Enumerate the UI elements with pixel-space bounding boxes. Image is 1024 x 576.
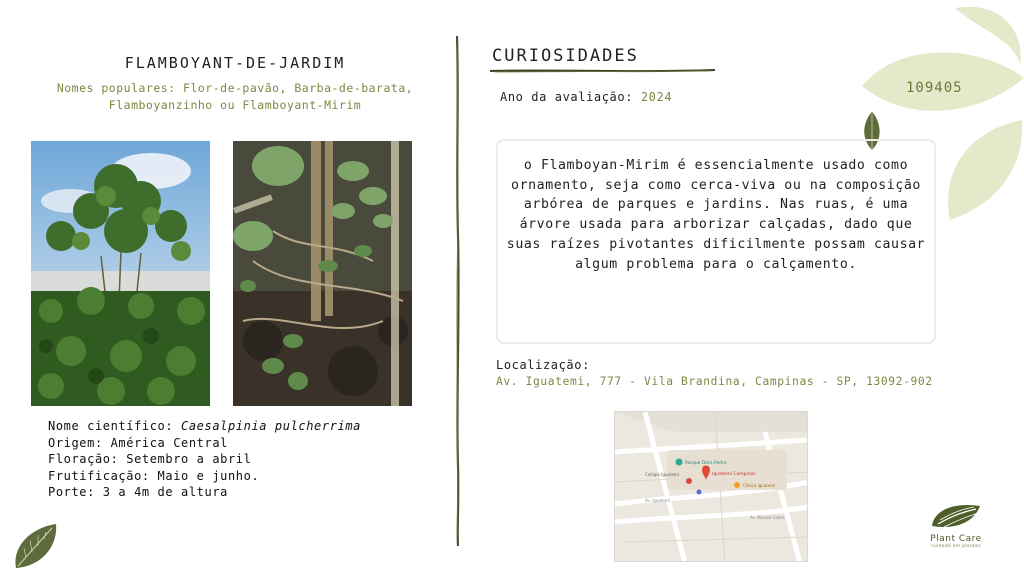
map-label-iguatemi: Iguatemi Campinas	[712, 472, 756, 477]
fact-scientific-name	[48, 418, 361, 435]
map-label-clinic: Clínica Iguatemi	[743, 483, 776, 488]
map-marker-shopping[interactable]	[676, 459, 683, 466]
popular-names	[40, 80, 430, 114]
evaluation-year-label: Ano da avaliação:	[500, 90, 641, 104]
location-label: Localização:	[496, 358, 590, 372]
curiosity-text: o Flamboyan-Mirim é essencialmente usado como ornamento, seja como cerca-viva ou na composição arbórea de parques e jardins. Nas ruas, é uma árvore usada para arborizar calçadas, dado que suas raízes pivotantes dificilmente possam causar algum problema para o calçamento.	[506, 158, 926, 272]
map-marker-school[interactable]	[686, 478, 692, 484]
plant-id-number: 109405	[906, 80, 963, 96]
plant-title: FLAMBOYANT-DE-JARDIM	[124, 54, 346, 72]
map-marker-point[interactable]	[697, 490, 702, 495]
title-underline	[490, 68, 715, 74]
evaluation-year-value: 2024	[640, 90, 673, 104]
curiosities-title: CURIOSIDADES	[492, 46, 639, 66]
plant-facts	[48, 418, 361, 501]
plant-photo-stems	[233, 141, 412, 406]
scientific-name-value: Caesalpinia pulcherrima	[181, 419, 361, 433]
map-label-street1: Av. Iguatemi	[645, 498, 670, 503]
leaf-bottom	[948, 120, 1022, 220]
map-label-street2: Av. Moraes Salles	[750, 515, 785, 520]
brand-name: Plant Care	[930, 534, 982, 544]
fact-fruiting: Frutificação: Maio e junho.	[48, 468, 260, 483]
popular-names-line1: Nomes populares: Flor-de-pavão, Barba-de-barata,	[56, 81, 414, 95]
fact-flowering: Floração: Setembro a abril	[48, 452, 252, 466]
map-label-school: Colégio Iguatemi	[645, 472, 679, 477]
fact-origin: Origem: América Central	[48, 435, 228, 450]
map-label-shopping: Parque Dom Pedro	[685, 461, 727, 466]
fact-size: Porte: 3 a 4m de altura	[48, 485, 228, 499]
leaf-logo-icon	[928, 500, 984, 532]
leaf-bottom-left	[12, 522, 60, 572]
brand-logo	[920, 500, 992, 552]
location-map[interactable]	[614, 411, 808, 562]
column-divider	[452, 36, 464, 546]
location-address[interactable]: Av. Iguatemi, 777 - Vila Brandina, Campinas - SP, 13092-902	[496, 375, 933, 388]
evaluation-year	[500, 90, 672, 104]
plant-photo-shrub	[31, 141, 210, 406]
popular-names-line2: Flamboyanzinho ou Flamboyant-Mirim	[108, 98, 362, 112]
map-marker-clinic[interactable]	[734, 482, 740, 488]
brand-tagline: cuidado em plantas	[931, 544, 981, 549]
scientific-name-label: Nome científico:	[48, 419, 182, 433]
